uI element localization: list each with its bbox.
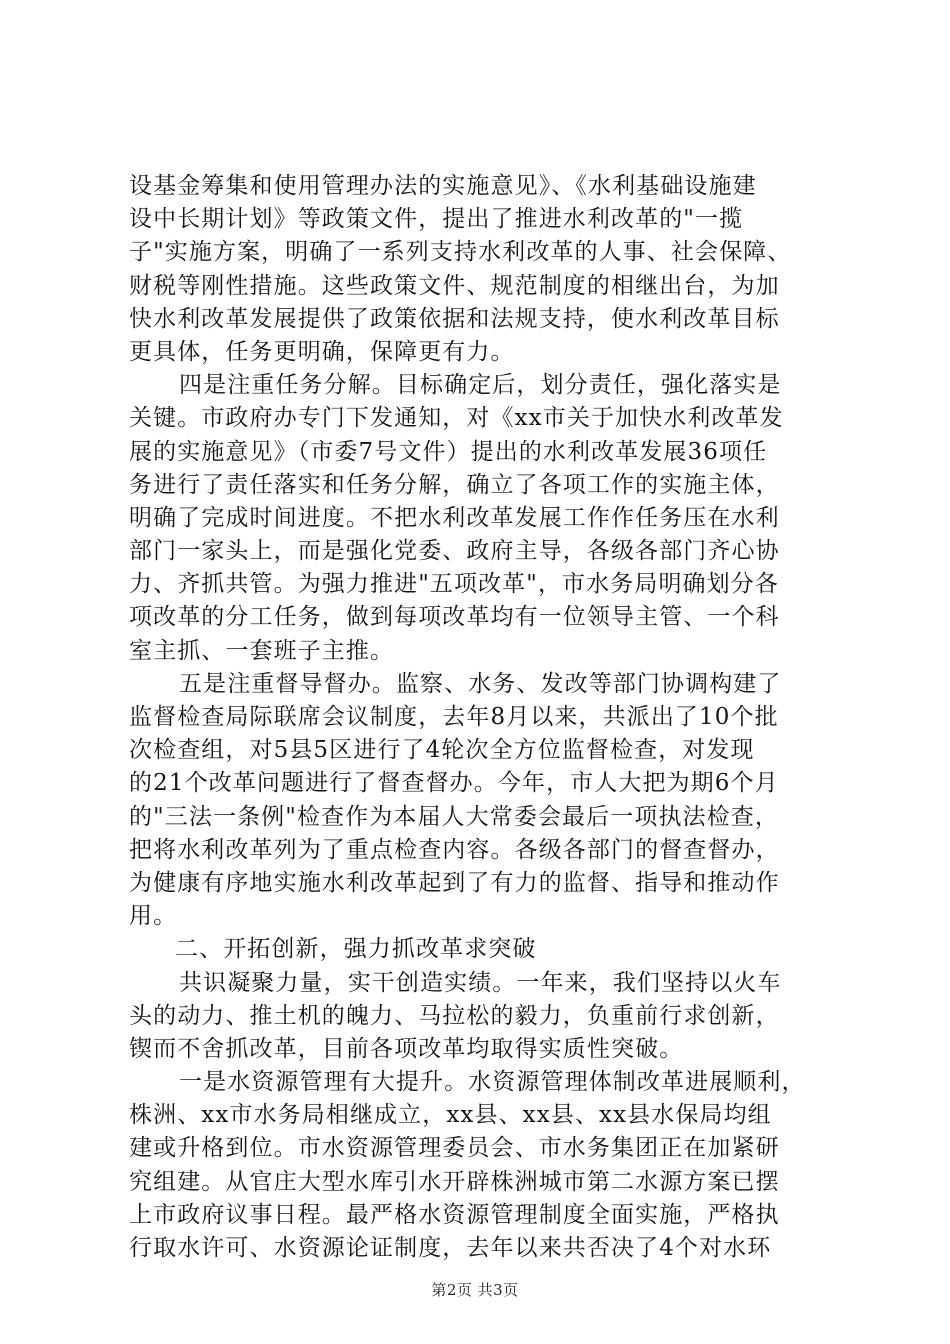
text-line: 把将水利改革列为了重点检查内容。各级各部门的督查督办， bbox=[129, 836, 780, 863]
text-line: 部门一家头上，而是强化党委、政府主导，各级各部门齐心协 bbox=[129, 538, 780, 565]
text-line: 明确了完成时间进度。不把水利改革发展工作作任务压在水利 bbox=[129, 504, 780, 531]
text-line: 更具体，任务更明确，保障更有力。 bbox=[129, 338, 515, 365]
text-line: 究组建。从官庄大型水库引水开辟株洲城市第二水源方案已摆 bbox=[129, 1168, 780, 1195]
text-line: 用。 bbox=[129, 903, 178, 930]
text-line: 设基金筹集和使用管理办法的实施意见》、《水利基础设施建 bbox=[129, 173, 757, 199]
text-line: 设中长期计划》等政策文件，提出了推进水利改革的"一揽 bbox=[129, 206, 744, 233]
text-line: 力、齐抓共管。为强力推进"五项改革"，市水务局明确划分各 bbox=[129, 571, 779, 598]
text-line: 株洲、xx市水务局相继成立，xx县、xx县、xx县水保局均组 bbox=[129, 1102, 772, 1129]
text-line: 上市政府议事日程。最严格水资源管理制度全面实施，严格执 bbox=[129, 1201, 780, 1228]
paragraph-start-line: 共识凝聚力量，实干创造实绩。一年来，我们坚持以火车 bbox=[179, 969, 782, 996]
text-line: 展的实施意见》（市委7号文件）提出的水利改革发展36项任 bbox=[129, 438, 768, 465]
text-line: 快水利改革发展提供了政策依据和法规支持，使水利改革目标 bbox=[129, 305, 780, 332]
text-line: 为健康有序地实施水利改革起到了有力的监督、指导和推动作 bbox=[129, 869, 780, 896]
text-line: 行取水许可、水资源论证制度，去年以来共否决了4个对水环 bbox=[129, 1235, 772, 1261]
text-line: 的"三法一条例"检查作为本届人大常委会最后一项执法检查， bbox=[129, 803, 779, 830]
paragraph-start-line: 五是注重督导督办。监察、水务、发改等部门协调构建了 bbox=[179, 670, 782, 697]
text-line: 项改革的分工任务，做到每项改革均有一位领导主管、一个科 bbox=[129, 604, 780, 631]
text-line: 的21个改革问题进行了督查督办。今年，市人大把为期6个月 bbox=[129, 770, 779, 797]
text-line: 关键。市政府办专门下发通知，对《xx市关于加快水利改革发 bbox=[129, 405, 784, 432]
section-heading: 二、开拓创新，强力抓改革求突破 bbox=[175, 936, 537, 963]
body-text bbox=[129, 170, 829, 1265]
text-line: 务进行了责任落实和任务分解，确立了各项工作的实施主体， bbox=[129, 471, 780, 498]
text-line: 建或升格到位。市水资源管理委员会、市水务集团正在加紧研 bbox=[129, 1135, 780, 1162]
text-line: 头的动力、推土机的魄力、马拉松的毅力，负重前行求创新， bbox=[129, 1002, 780, 1029]
paragraph-start-line: 一是水资源管理有大提升。水资源管理体制改革进展顺利， bbox=[179, 1069, 806, 1096]
paragraph-start-line: 四是注重任务分解。目标确定后，划分责任，强化落实是 bbox=[179, 372, 782, 399]
text-line: 次检查组，对5县5区进行了4轮次全方位监督检查，对发现 bbox=[129, 737, 755, 764]
text-line: 监督检查局际联席会议制度，去年8月以来，共派出了10个批 bbox=[129, 704, 779, 730]
text-line: 锲而不舍抓改革，目前各项改革均取得实质性突破。 bbox=[129, 1035, 684, 1062]
text-line: 室主抓、一套班子主推。 bbox=[129, 637, 395, 664]
text-line: 财税等刚性措施。这些政策文件、规范制度的相继出台，为加 bbox=[129, 272, 780, 299]
page-footer: 第2页 共3页 bbox=[431, 1281, 519, 1299]
text-line: 子"实施方案，明确了一系列支持水利改革的人事、社会保障、 bbox=[129, 239, 792, 266]
